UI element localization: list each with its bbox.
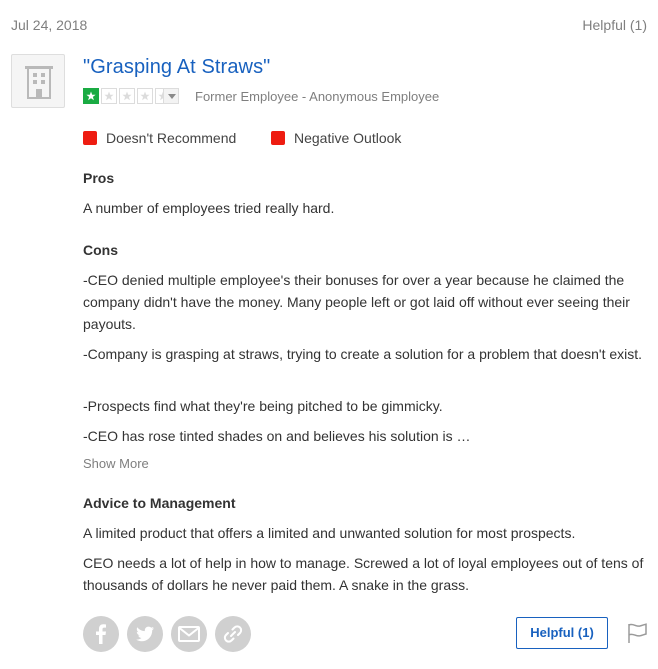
advice-paragraph: A limited product that offers a limited and unwanted solution for most prospects. — [83, 525, 576, 541]
doesnt-recommend-badge — [83, 130, 236, 146]
red-square-icon — [271, 131, 285, 145]
review-header — [11, 17, 647, 37]
email-share-button[interactable] — [171, 616, 207, 652]
helpful-button[interactable]: Helpful (1) — [516, 617, 608, 649]
star-icon — [119, 88, 135, 104]
review-date: Jul 24, 2018 — [11, 17, 88, 33]
advice-heading: Advice to Management — [83, 495, 236, 511]
pros-text: A number of employees tried really hard. — [83, 200, 335, 216]
negative-outlook-badge — [271, 130, 401, 146]
recommend-label: Doesn't Recommend — [106, 130, 237, 146]
company-logo[interactable] — [11, 54, 65, 108]
twitter-icon — [127, 616, 163, 652]
show-more-link[interactable]: Show More — [83, 456, 149, 471]
cons-paragraph: -CEO has rose tinted shades on and believes his solution is … — [83, 428, 471, 444]
star-icon — [101, 88, 117, 104]
review-author: Former Employee - Anonymous Employee — [195, 89, 440, 104]
facebook-icon — [83, 616, 119, 652]
red-square-icon — [83, 131, 97, 145]
cons-paragraph: -Prospects find what they're being pitched to be gimmicky. — [83, 398, 443, 414]
email-icon — [171, 616, 207, 652]
link-share-button[interactable] — [215, 616, 251, 652]
helpful-count: Helpful (1) — [582, 17, 647, 33]
star-icon — [83, 88, 99, 104]
pros-heading: Pros — [83, 170, 115, 186]
star-rating[interactable] — [83, 88, 173, 104]
advice-paragraph: CEO needs a lot of help in how to manage. Screwed a lot of loyal employees out of tens of thousands of dollars he never paid them. A snake in the grass. — [83, 555, 644, 593]
building-icon — [25, 65, 53, 99]
cons-paragraph: -Company is grasping at straws, trying to create a solution for a problem that doesn't exist. — [83, 346, 643, 362]
outlook-label: Negative Outlook — [294, 130, 402, 146]
star-icon — [137, 88, 153, 104]
twitter-share-button[interactable] — [127, 616, 163, 652]
rating-dropdown-icon[interactable] — [163, 88, 179, 104]
facebook-share-button[interactable] — [83, 616, 119, 652]
cons-paragraph: -CEO denied multiple employee's their bonuses for over a year because he claimed the company didn't have the money. Many people left or got laid off without ever seeing their payouts. — [83, 272, 630, 332]
link-icon — [215, 616, 251, 652]
review-title[interactable]: "Grasping At Straws" — [83, 56, 271, 78]
flag-icon — [626, 622, 648, 644]
cons-heading: Cons — [83, 242, 118, 258]
flag-review-button[interactable] — [626, 622, 648, 644]
share-buttons — [83, 616, 259, 652]
